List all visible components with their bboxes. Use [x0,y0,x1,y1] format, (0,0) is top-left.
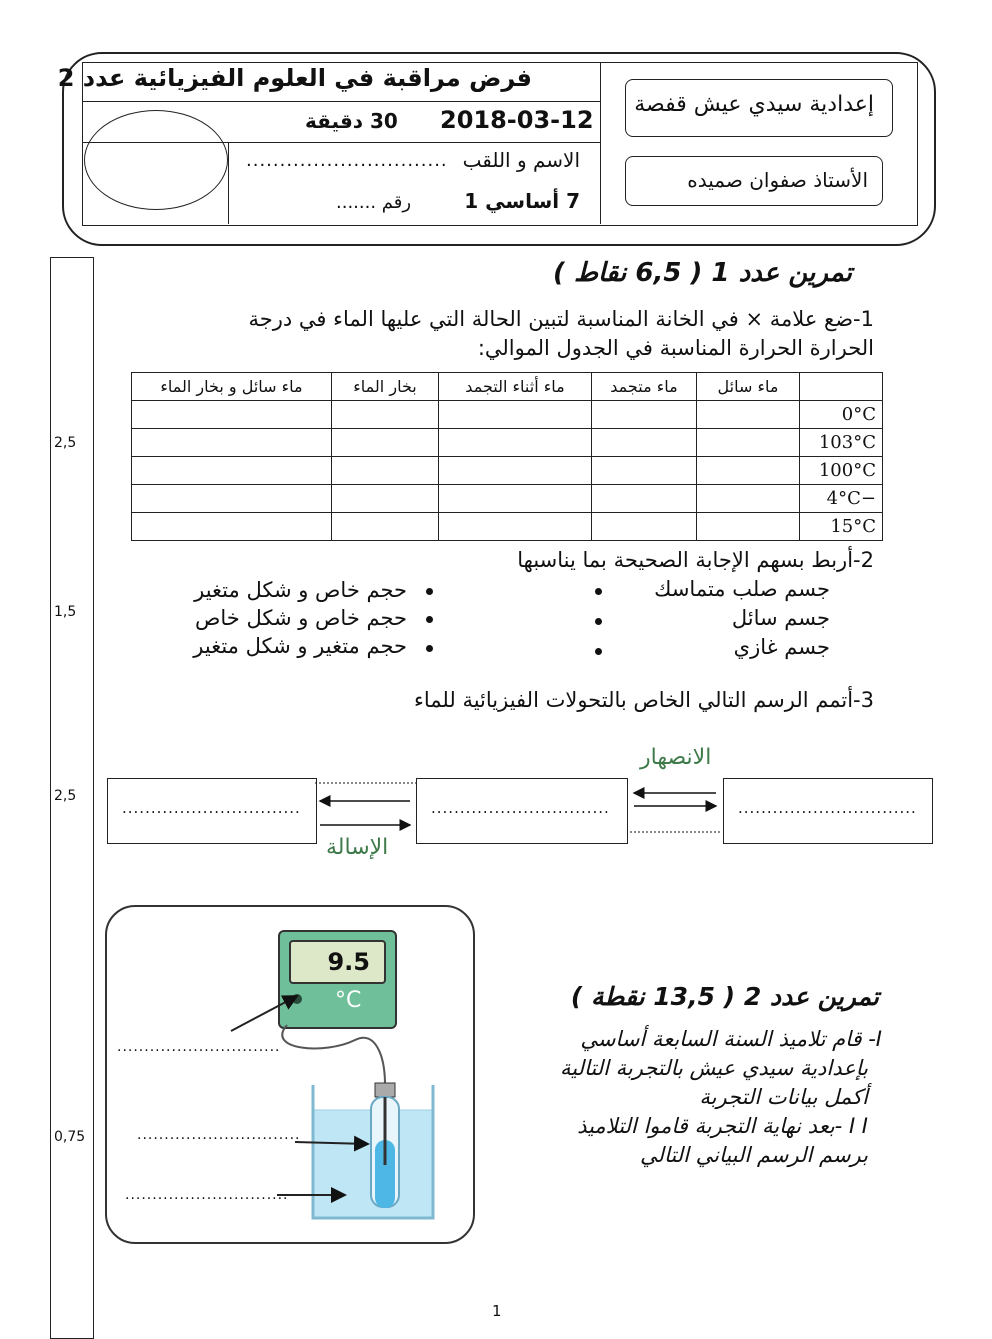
table-header: بخار الماء [332,373,439,401]
answer-cell[interactable] [332,429,439,457]
answer-cell[interactable] [132,457,332,485]
answer-cell[interactable] [592,401,697,429]
melting-label: الانصهار [640,745,712,770]
body-liquid: جسم سائل [731,606,830,630]
table-row [132,513,883,541]
stage-box-right[interactable] [723,778,933,844]
property-2: حجم خاص و شكل خاص [195,606,407,630]
answer-cell[interactable] [132,401,332,429]
match-dot[interactable] [426,645,433,652]
table-row [132,485,883,513]
q1-text-line1: 1-ضع علامة × في الخانة المناسبة لتبين الحالة التي عليها الماء في درجة [248,307,874,331]
arrows-left [315,770,417,840]
table-header: ماء متجمد [592,373,697,401]
q1-text-line2: الحرارة الحرارة المناسبة في الجدول الموالي: [477,336,874,360]
score-q3: 2,5 [54,788,77,804]
answer-cell[interactable] [132,485,332,513]
answer-cell[interactable] [439,513,592,541]
q3-text: 3-أتمم الرسم التالي الخاص بالتحولات الفيزيائية للماء [414,688,874,712]
arrows-right [626,770,724,840]
name-field[interactable]: .............................. [246,150,448,171]
table-row [132,457,883,485]
answer-cell[interactable] [132,429,332,457]
thermometer-reading: 9.5 [327,948,370,976]
answer-cell[interactable] [697,457,800,485]
grade-oval [84,110,228,210]
answer-cell[interactable] [332,513,439,541]
ex2-line3: أكمل بيانات التجربة [699,1085,868,1109]
score-q2: 1,5 [54,604,77,620]
match-dot[interactable] [595,588,602,595]
ex2-line2: بإعدادية سيدي عيش بالتجربة التالية [559,1056,868,1080]
thermometer-unit: °C [335,988,362,1013]
match-dot[interactable] [595,618,602,625]
teacher-box [625,156,883,206]
label-blank-tube[interactable]: .............................. [137,1127,301,1143]
match-dot[interactable] [595,648,602,655]
answer-cell[interactable] [332,457,439,485]
table-row [132,429,883,457]
match-dot[interactable] [426,616,433,623]
answer-cell[interactable] [332,401,439,429]
q2-text: 2-أربط بسهم الإجابة الصحيحة بما يناسبها [517,548,874,572]
stage-blank: ............................... [431,799,610,817]
match-dot[interactable] [426,588,433,595]
answer-cell[interactable] [332,485,439,513]
table-header: ماء سائل و بخار الماء [132,373,332,401]
body-gas: جسم غازي [733,635,830,659]
exercise-2-title: تمرين عدد 2 ( 13,5 نقطة ) [570,982,879,1011]
table-header: ماء سائل [697,373,800,401]
table-header-row [132,373,883,401]
temperature-cell: 100°C [800,457,883,485]
exercise-1-title: تمرين عدد 1 ( 6,5 نقاط ) [553,258,852,288]
states-table [131,372,883,541]
answer-cell[interactable] [592,485,697,513]
ex2-line4: I I -بعد نهاية التجربة قاموا التلاميذ [577,1114,868,1138]
temperature-cell: 0°C [800,401,883,429]
score-q4: 0,75 [54,1129,86,1145]
answer-cell[interactable] [439,401,592,429]
exam-duration: 30 دقيقة [305,109,398,133]
answer-cell[interactable] [697,513,800,541]
answer-cell[interactable] [592,513,697,541]
school-name: إعدادية سيدي عيش قفصة [634,92,874,117]
property-3: حجم متغير و شكل متغير [193,634,407,658]
teacher-name: الأستاذ صفوان صميده [687,168,868,192]
ex2-line1: I- قام تلاميذ السنة السابعة أساسي [580,1027,882,1051]
ex2-line5: برسم الرسم البياني التالي [640,1143,868,1167]
stage-blank: ............................... [738,799,917,817]
stage-box-left[interactable] [107,778,317,844]
body-solid: جسم صلب متماسك [654,577,830,601]
answer-cell[interactable] [132,513,332,541]
exam-title: فرض مراقبة في العلوم الفيزيائية عدد 2 [57,64,532,92]
table-header [800,373,883,401]
answer-cell[interactable] [592,429,697,457]
temperature-cell: −4°C [800,485,883,513]
label-blank-water[interactable]: .............................. [125,1187,289,1203]
score-q1: 2,5 [54,435,77,451]
student-number[interactable]: رقم ....... [336,192,412,213]
answer-cell[interactable] [439,429,592,457]
exam-date: 2018-03-12 [440,106,594,134]
answer-cell[interactable] [697,401,800,429]
liquefaction-label: الإسالة [326,835,389,860]
answer-cell[interactable] [592,457,697,485]
header-divider [228,142,229,224]
answer-cell[interactable] [439,457,592,485]
temperature-cell: 15°C [800,513,883,541]
stage-blank: ............................... [122,799,301,817]
temperature-cell: 103°C [800,429,883,457]
name-label: الاسم و اللقب [462,148,580,172]
header-divider [600,62,601,224]
answer-cell[interactable] [697,485,800,513]
school-box [625,79,893,137]
class-label: 7 أساسي 1 [464,189,580,213]
answer-cell[interactable] [439,485,592,513]
answer-cell[interactable] [697,429,800,457]
table-header: ماء أثناء التجمد [439,373,592,401]
property-1: حجم خاص و شكل متغير [194,578,407,602]
table-row [132,401,883,429]
stage-box-middle[interactable] [416,778,628,844]
page-number: 1 [492,1302,502,1320]
header-rule [82,101,600,102]
label-blank-device[interactable]: .............................. [117,1039,281,1055]
